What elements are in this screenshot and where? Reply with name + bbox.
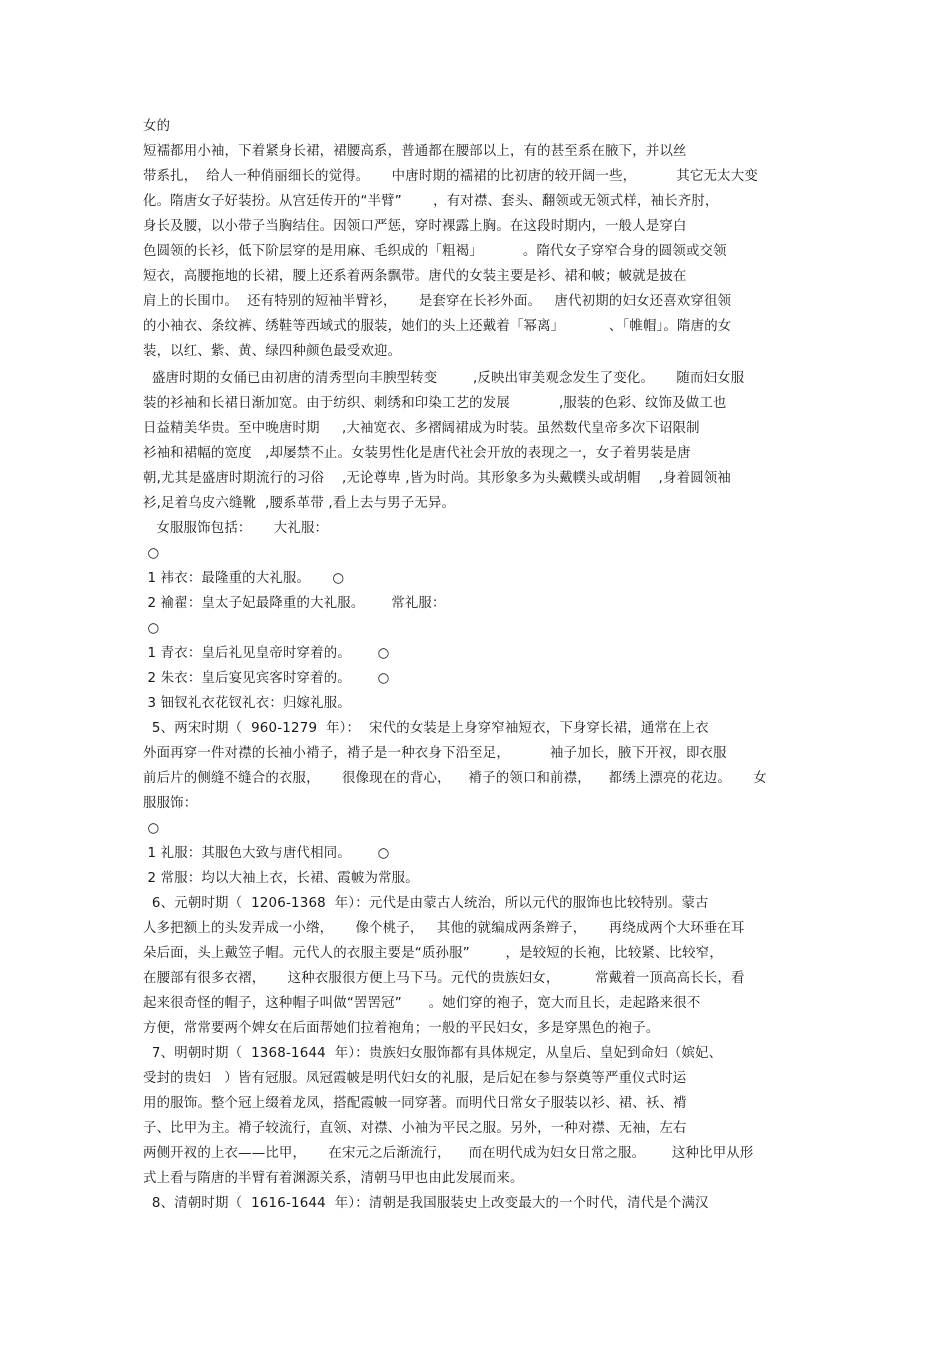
- text-line: 2 常服：均以大袖上衣，长裙、霞帔为常服。: [143, 871, 419, 886]
- text-line: 朵后面，头上戴笠子帽。元代人的衣服主要是“质孙服” ，是较短的长袍，比较紧、比较窄，: [143, 946, 723, 961]
- text-line: 5、两宋时期（ 960-1279 年）： 宋代的女装是上身穿窄袖短衣，下身穿长裙，通常在上衣: [143, 721, 709, 736]
- text-line: 装的衫袖和长裙日渐加宽。由于纺织、刺绣和印染工艺的发展 ,服装的色彩、纹饰及做工也: [143, 396, 727, 411]
- text-line: 2 褕翟：皇太子妃最降重的大礼服。 常礼服：: [143, 596, 446, 611]
- text-line: 身长及腰，以小带子当胸结住。因领口严惩，穿时裸露上胸。在这段时期内，一般人是穿白: [143, 219, 687, 234]
- text-line: 用的服饰。整个冠上缀着龙凤，搭配霞帔一同穿著。而明代日常女子服装以衫、裙、袄、褙: [143, 1096, 687, 1111]
- text-line: 带系扎， 给人一种俏丽细长的觉得。 中唐时期的襦裙的比初唐的较开阔一些， 其它无太大变: [143, 169, 758, 184]
- text-line: 3 钿钗礼衣花钗礼衣：归嫁礼服。: [143, 696, 351, 711]
- text-line: 式上看与隋唐的半臂有着渊源关系，清朝马甲也由此发展而来。: [143, 1171, 524, 1186]
- text-line: 女的: [143, 119, 171, 134]
- text-line: 2 朱衣：皇后宴见宾客时穿着的。 ○: [143, 671, 390, 686]
- text-line: 服服饰：: [143, 796, 198, 811]
- text-line: 前后片的侧缝不缝合的衣服， 很像现在的背心， 褙子的领口和前襟， 都绣上漂亮的花边。 女: [143, 771, 767, 786]
- text-line: 在腰部有很多衣褶， 这种衣服很方便上马下马。元代的贵族妇女， 常戴着一顶高高长长，看: [143, 971, 745, 986]
- text-line: 短襦都用小袖，下着紧身长裙，裙腰高系，普通都在腰部以上，有的甚至系在腋下，并以丝: [143, 144, 687, 159]
- text-line: ○: [143, 821, 160, 836]
- text-line: 盛唐时期的女俑已由初唐的清秀型向丰腴型转变 ,反映出审美观念发生了变化。 随而妇女服: [143, 371, 745, 386]
- text-line: 1 袆衣：最隆重的大礼服。 ○: [143, 571, 345, 586]
- text-line: 子、比甲为主。褙子较流行，直领、对襟、小袖为平民之服。另外，一种对襟、无袖，左右: [143, 1121, 687, 1136]
- text-line: 1 礼服：其服色大致与唐代相同。 ○: [143, 846, 390, 861]
- text-line: 7、明朝时期（ 1368-1644 年）：贵族妇女服饰都有具体规定，从皇后、皇妃到命妇（嫔妃、: [143, 1046, 723, 1061]
- text-line: 女服服饰包括： 大礼服：: [143, 521, 329, 536]
- text-line: 日益精美华贵。至中晚唐时期 ,大袖宽衣、多褶阔裙成为时装。虽然数代皇帝多次下诏限制: [143, 421, 700, 436]
- text-line: 受封的贵妇 ）皆有冠服。凤冠霞帔是明代妇女的礼服，是后妃在参与祭奠等严重仪式时运: [143, 1071, 687, 1086]
- text-line: 朝,尤其是盛唐时期流行的习俗 ,无论尊卑 ,皆为时尚。其形象多为头戴幞头或胡帽 ,身着圆领袖: [143, 471, 731, 486]
- text-line: 起来很奇怪的帽子，这种帽子叫做“罟罟冠” 。她们穿的袍子，宽大而且长，走起路来很不: [143, 996, 701, 1011]
- text-line: 装，以红、紫、黄、绿四种颜色最受欢迎。: [143, 344, 402, 359]
- text-line: 短衣，高腰拖地的长裙，腰上还系着两条飘带。唐代的女装主要是衫、裙和帔；帔就是披在: [143, 269, 687, 284]
- text-line: ○: [143, 621, 160, 636]
- text-line: 外面再穿一件对襟的长袖小褙子，褙子是一种衣身下沿至足， 袖子加长，腋下开衩，即衣服: [143, 746, 727, 761]
- text-line: 方便，常常要两个婢女在后面帮她们拉着袍角；一般的平民妇女，多是穿黑色的袍子。: [143, 1021, 660, 1036]
- text-line: ○: [143, 546, 160, 561]
- text-line: 8、清朝时期（ 1616-1644 年）：清朝是我国服装史上改变最大的一个时代，清代是个满汉: [143, 1196, 709, 1211]
- text-line: 衫,足着乌皮六缝靴 ,腰系革带 ,看上去与男子无异。: [143, 496, 456, 511]
- text-line: 衫袖和裙幅的宽度 ,却屡禁不止。女装男性化是唐代社会开放的表现之一，女子着男装是唐: [143, 446, 691, 461]
- text-line: 6、元朝时期（ 1206-1368 年）：元代是由蒙古人统治，所以元代的服饰也比较特别。蒙古: [143, 896, 709, 911]
- text-line: 1 青衣：皇后礼见皇帝时穿着的。 ○: [143, 646, 390, 661]
- text-line: 化。隋唐女子好装扮。从宫廷传开的“半臂” ，有对襟、套头、翻领或无领式样，袖长齐肘，: [143, 194, 719, 209]
- text-line: 的小袖衣、条纹裤、绣鞋等西域式的服装，她们的头上还戴着「幂离」 、「帷帽」。隋唐的女: [143, 319, 732, 334]
- text-line: 肩上的长围巾。 还有特别的短袖半臂衫， 是套穿在长衫外面。 唐代初期的妇女还喜欢穿徂领: [143, 294, 732, 309]
- text-line: 两侧开衩的上衣——比甲， 在宋元之后渐流行， 而在明代成为妇女日常之服。 这种比甲从形: [143, 1146, 754, 1161]
- text-line: 色圆领的长衫，低下阶层穿的是用麻、毛织成的「粗褐」 。隋代女子穿窄合身的圆领或交领: [143, 244, 727, 259]
- text-line: 人多把额上的头发弄成一小绺， 像个桃子， 其他的就编成两条辫子， 再绕成两个大环垂在耳: [143, 921, 745, 936]
